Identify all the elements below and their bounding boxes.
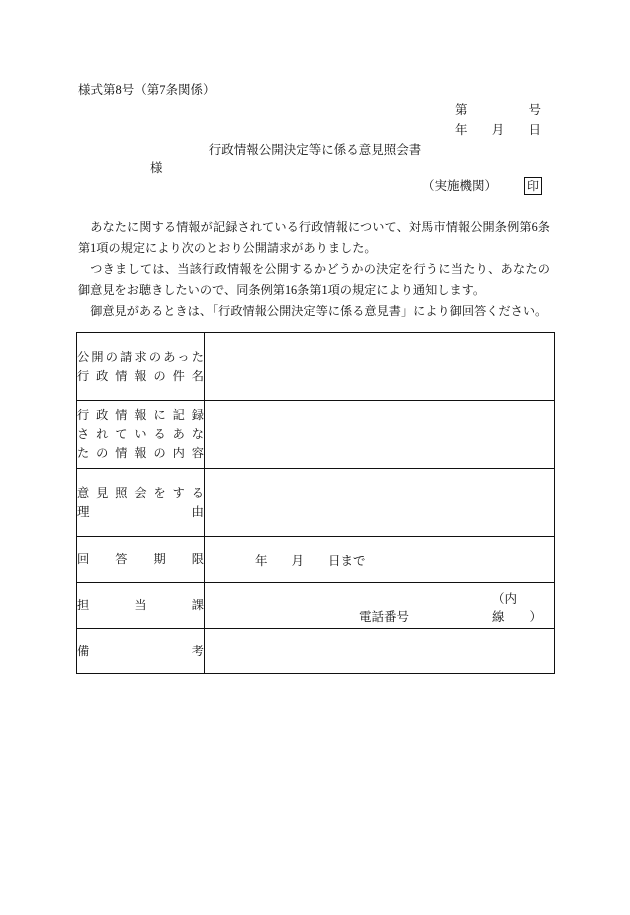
table-row [77, 537, 555, 583]
label-char: 由 [191, 504, 204, 519]
table-row [77, 469, 555, 537]
document-number-suffix: 号 [528, 103, 541, 117]
reply-deadline-field[interactable] [205, 537, 555, 583]
issue-date-year: 年 [455, 123, 468, 137]
department-field[interactable] [205, 583, 555, 629]
label-line: 公開の請求のあった [77, 349, 204, 364]
table-row [77, 333, 555, 401]
inquiry-reason-field[interactable] [205, 469, 555, 537]
table-row [77, 401, 555, 469]
table-row [77, 629, 555, 674]
seal-stamp-box: 印 [524, 177, 542, 195]
recorded-info-field[interactable] [205, 401, 555, 469]
request-subject-label [77, 333, 205, 401]
document-number [455, 104, 541, 117]
reply-deadline-label [77, 537, 205, 583]
label-line [77, 503, 204, 522]
implementing-agency: （実施機関） [422, 179, 498, 193]
department-label [77, 583, 205, 629]
document-title: 行政情報公開決定等に係る意見照会書 [208, 143, 422, 157]
deadline-date [255, 551, 366, 569]
label-char: 理 [77, 504, 90, 519]
deadline-month: 月 [291, 553, 305, 568]
extension-label: （内線 ） [492, 592, 543, 624]
issue-date [455, 124, 541, 137]
label-line: 行政情報の件名 [77, 368, 204, 383]
issue-date-month: 月 [491, 123, 505, 137]
request-subject-field[interactable] [205, 333, 555, 401]
phone-number-label: 電話番号 [359, 610, 410, 624]
deadline-year: 年 [255, 553, 268, 568]
remarks-field[interactable] [205, 629, 555, 674]
label-line: されているあな [77, 427, 204, 441]
issue-date-day: 日 [528, 123, 541, 137]
label-line: たの情報の内容 [77, 446, 204, 460]
body-paragraph: 御意見があるときは、「行政情報公開決定等に係る意見書」により御回答ください。 [90, 304, 548, 318]
body-text [78, 217, 550, 322]
label-line: 担当課 [77, 598, 204, 612]
form-number: 様式第8号（第7条関係） [78, 83, 216, 97]
label-line: 回答期限 [77, 552, 204, 566]
label-line: 備考 [77, 643, 204, 658]
remarks-label [77, 629, 205, 674]
label-line: 意見照会をする [77, 485, 204, 500]
label-line: 行政情報に記録 [77, 408, 204, 422]
body-paragraph: つきましては、当該行政情報を公開するかどうかの決定を行うに当たり、あなたの御意見をお聴きしたいので、同条例第16条第1項の規定により通知します。 [78, 262, 550, 297]
inquiry-reason-label [77, 469, 205, 537]
document-number-prefix: 第 [455, 103, 468, 117]
body-paragraph: あなたに関する情報が記録されている行政情報について、対馬市情報公開条例第6条第1項の規定により次のとおり公開請求がありました。 [78, 220, 550, 255]
table-row [77, 583, 555, 629]
addressee: 様 [150, 161, 163, 175]
inquiry-table [76, 332, 555, 674]
deadline-day: 日まで [328, 553, 366, 568]
recorded-info-label [77, 401, 205, 469]
